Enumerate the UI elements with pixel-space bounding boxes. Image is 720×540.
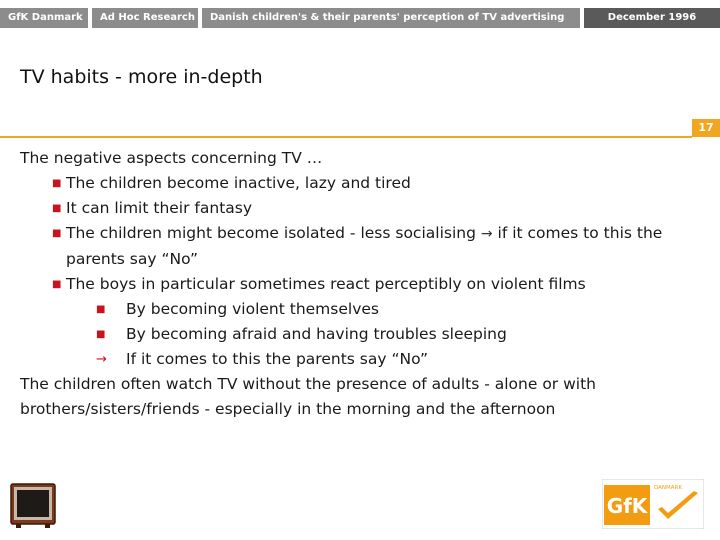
sub-bullet-item bbox=[20, 322, 700, 347]
svg-text:GfK: GfK bbox=[606, 494, 648, 518]
bullet-text: The boys in particular sometimes react perceptibly on violent films bbox=[66, 275, 586, 293]
header-company: GfK Danmark bbox=[0, 8, 88, 28]
square-bullet-icon: ■ bbox=[52, 228, 62, 239]
bullet-text: The children become inactive, lazy and tired bbox=[66, 174, 411, 192]
bullet-text: parents say “No” bbox=[66, 250, 199, 268]
sub-bullet-item bbox=[20, 347, 700, 372]
header-division: Ad Hoc Research bbox=[92, 8, 198, 28]
slide-body bbox=[20, 146, 700, 422]
right-arrow-icon: → bbox=[96, 352, 107, 367]
television-icon bbox=[10, 483, 56, 529]
sub-bullet-item bbox=[20, 297, 700, 322]
bullet-item bbox=[20, 272, 700, 297]
bullet-item bbox=[20, 171, 700, 196]
header-study-title: Danish children's & their parents' perception of TV advertising bbox=[202, 8, 580, 28]
sub-bullet-text: By becoming violent themselves bbox=[126, 300, 379, 318]
header-bar bbox=[0, 0, 720, 30]
title-divider bbox=[0, 136, 692, 138]
right-arrow-icon: → bbox=[480, 226, 493, 242]
square-bullet-icon: ■ bbox=[52, 178, 62, 189]
closing-line bbox=[20, 397, 700, 422]
gfk-logo bbox=[602, 479, 704, 529]
sub-bullet-text: If it comes to this the parents say “No” bbox=[126, 350, 429, 368]
square-bullet-icon: ■ bbox=[96, 304, 106, 315]
bullet-text: It can limit their fantasy bbox=[66, 199, 253, 217]
square-bullet-icon: ■ bbox=[96, 329, 106, 340]
closing-text: The children often watch TV without the presence of adults - alone or with bbox=[20, 375, 596, 393]
bullet-text-continued: if it comes to this the bbox=[497, 224, 663, 242]
slide-title: TV habits - more in-depth bbox=[20, 66, 263, 88]
page-number: 17 bbox=[692, 119, 720, 137]
bullet-text: The children might become isolated - less socialising bbox=[66, 224, 476, 242]
sub-bullet-text: By becoming afraid and having troubles sleeping bbox=[126, 325, 507, 343]
bullet-item bbox=[20, 196, 700, 221]
body-intro bbox=[20, 146, 700, 171]
intro-text: The negative aspects concerning TV … bbox=[20, 149, 323, 167]
closing-line bbox=[20, 372, 700, 397]
header-date: December 1996 bbox=[584, 8, 720, 28]
square-bullet-icon: ■ bbox=[52, 203, 62, 214]
svg-text:DANMARK: DANMARK bbox=[654, 485, 682, 491]
closing-text: brothers/sisters/friends - especially in the morning and the afternoon bbox=[20, 400, 556, 418]
square-bullet-icon: ■ bbox=[52, 279, 62, 290]
bullet-continuation bbox=[20, 247, 700, 272]
bullet-item bbox=[20, 221, 700, 247]
